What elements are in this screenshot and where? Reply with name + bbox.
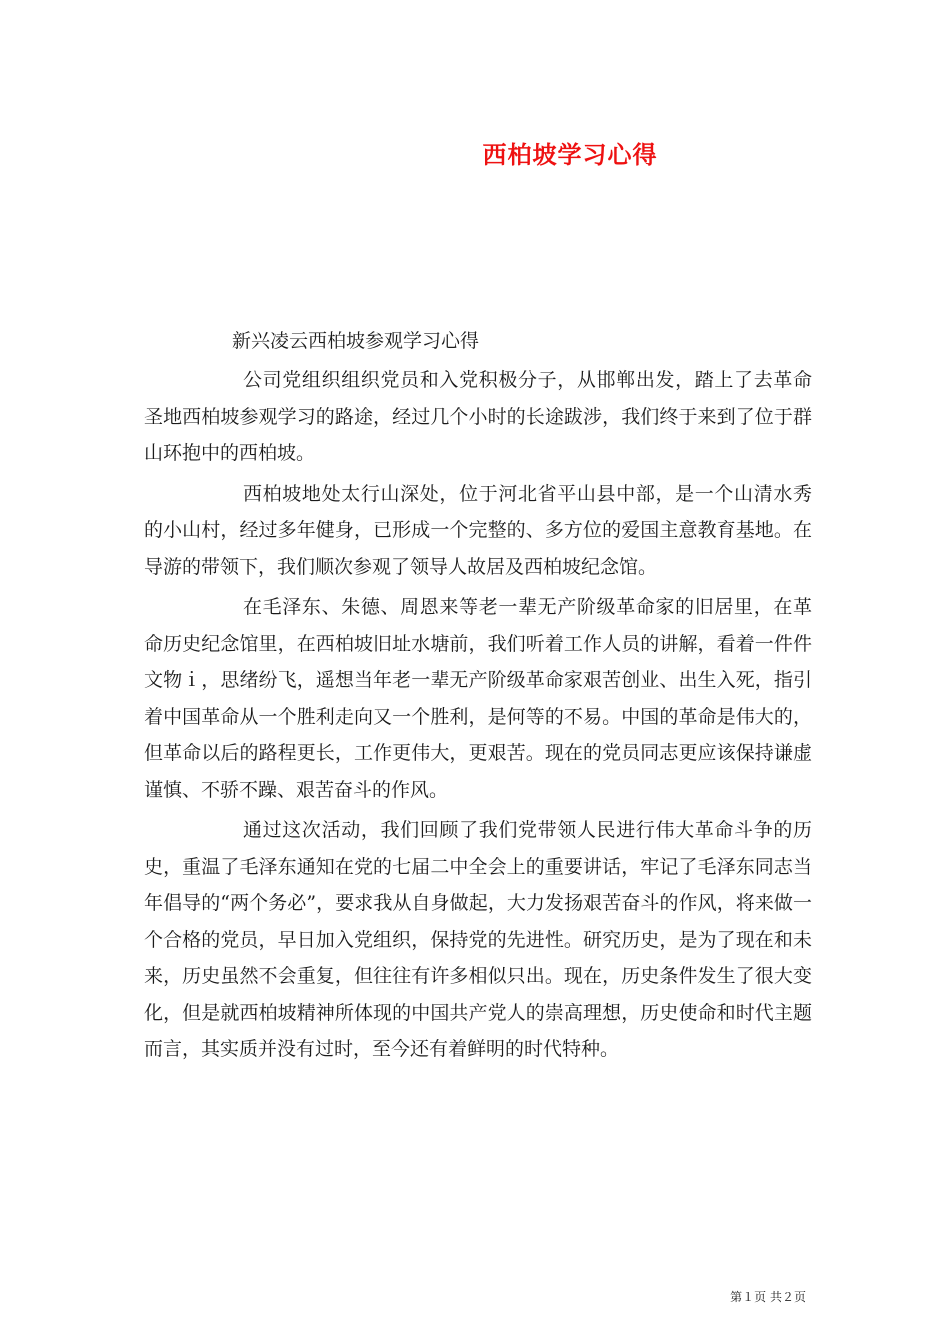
document-body (144, 362, 812, 1072)
document-subtitle: 新兴凌云西柏坡参观学习心得 (232, 330, 480, 352)
document-title: 西柏坡学习心得 (482, 140, 658, 169)
body-paragraph-4: 通过这次活动，我们回顾了我们党带领人民进行伟大革命斗争的历史，重温了毛泽东通知在党的七届二中全会上的重要讲话，牢记了毛泽东同志当年倡导的“两个务必”，要求我从自身做起，大力发扬艰苦奋斗的作风，将来做一个合格的党员，早日加入党组织，保持党的先进性。研究历史，是为了现在和未来，历史虽然不会重复，但往往有许多相似只出。现在，历史条件发生了很大变化，但是就西柏坡精神所体现的中国共产党人的崇高理想，历史使命和时代主题而言，其实质并没有过时，至今还有着鲜明的时代特种。 (144, 819, 812, 1060)
body-paragraph-2: 西柏坡地处太行山深处，位于河北省平山县中部，是一个山清水秀的小山村，经过多年健身，已形成一个完整的、多方位的爱国主意教育基地。在导游的带领下，我们顺次参观了领导人故居及西柏坡纪念馆。 (144, 482, 812, 578)
body-paragraph-3: 在毛泽东、朱德、周恩来等老一辈无产阶级革命家的旧居里，在革命历史纪念馆里，在西柏坡旧址水塘前，我们听着工作人员的讲解，看着一件件文物ｉ，思绪纷飞，遥想当年老一辈无产阶级革命家艰苦创业、出生入死，指引着中国革命从一个胜利走向又一个胜利，是何等的不易。中国的革命是伟大的，但革命以后的路程更长，工作更伟大，更艰苦。现在的党员同志更应该保持谦虚谨慎、不骄不躁、艰苦奋斗的作风。 (144, 596, 812, 801)
page-number-footer: 第１页 共２页 (730, 1290, 806, 1304)
body-paragraph-1: 公司党组织组织党员和入党积极分子，从邯郸出发，踏上了去革命圣地西柏坡参观学习的路途，经过几个小时的长途跋涉，我们终于来到了位于群山环抱中的西柏坡。 (144, 369, 812, 464)
